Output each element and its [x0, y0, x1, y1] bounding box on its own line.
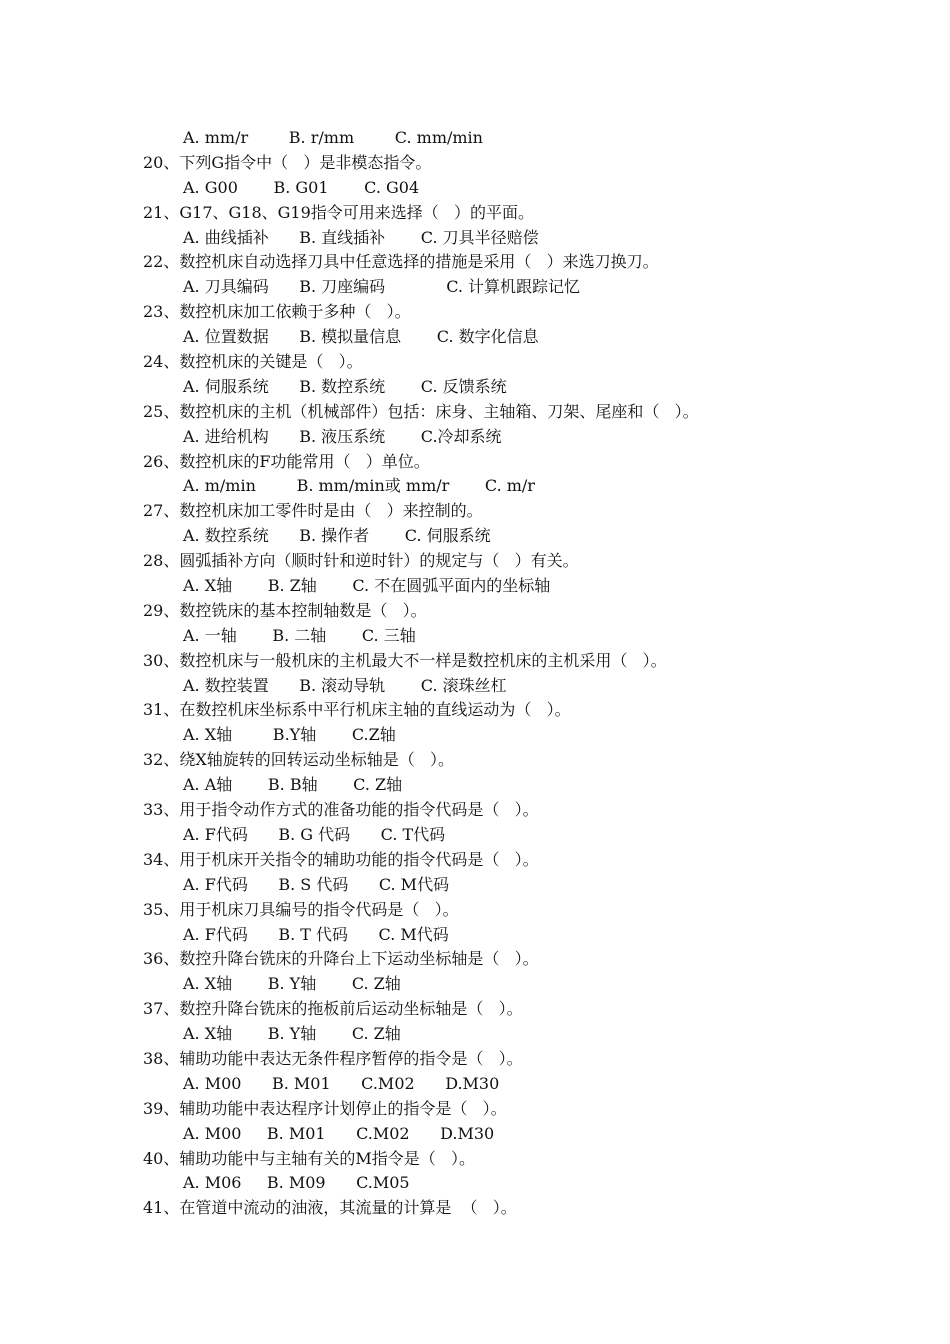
question-text: 39、辅助功能中表达程序计划停止的指令是（ ）。	[143, 1098, 507, 1118]
answer-options: A. 伺服系统 B. 数控系统 C. 反馈系统	[183, 376, 507, 396]
question-text: 27、数控机床加工零件时是由（ ）来控制的。	[143, 501, 483, 521]
answer-options: A. 位置数据 B. 模拟量信息 C. 数字化信息	[183, 327, 539, 347]
document-page	[0, 126, 950, 1221]
question-text: 25、数控机床的主机（机械部件）包括：床身、主轴箱、刀架、尾座和（ ）。	[143, 401, 699, 421]
question-text: 24、数控机床的关键是（ ）。	[143, 352, 363, 372]
question-text: 23、数控机床加工依赖于多种（ ）。	[143, 302, 411, 322]
question-text: 35、用于机床刀具编号的指令代码是（ ）。	[143, 899, 459, 919]
question-text: 37、数控升降台铣床的拖板前后运动坐标轴是（ ）。	[143, 999, 523, 1019]
answer-options: A. A轴 B. B轴 C. Z轴	[183, 775, 403, 795]
answer-options: A. 曲线插补 B. 直线插补 C. 刀具半径赔偿	[183, 227, 539, 247]
question-text: 41、在管道中流动的油液，其流量的计算是 （ ）。	[143, 1198, 517, 1218]
question-text: 26、数控机床的F功能常用（ ）单位。	[143, 451, 430, 471]
answer-options: A. M00 B. M01 C.M02 D.M30	[183, 1123, 495, 1143]
question-text: 28、圆弧插补方向（顺时针和逆时针）的规定与（ ）有关。	[143, 551, 579, 571]
answer-options: A. X轴 B. Y轴 C. Z轴	[183, 974, 401, 994]
answer-options: A. F代码 B. T 代码 C. M代码	[183, 924, 449, 944]
answer-options: A. X轴 B. Y轴 C. Z轴	[183, 1024, 401, 1044]
question-text: 30、数控机床与一般机床的主机最大不一样是数控机床的主机采用（ ）。	[143, 650, 667, 670]
answer-options: A. F代码 B. S 代码 C. M代码	[183, 874, 450, 894]
question-text: 33、用于指令动作方式的准备功能的指令代码是（ ）。	[143, 800, 539, 820]
answer-options: A. 数控系统 B. 操作者 C. 伺服系统	[183, 526, 491, 546]
question-text: 38、辅助功能中表达无条件程序暂停的指令是（ ）。	[143, 1048, 523, 1068]
answer-options: A. M00 B. M01 C.M02 D.M30	[183, 1073, 500, 1093]
answer-options: A. M06 B. M09 C.M05	[183, 1173, 410, 1193]
answer-options: A. X轴 B. Z轴 C. 不在圆弧平面内的坐标轴	[183, 576, 551, 596]
question-text: 36、数控升降台铣床的升降台上下运动坐标轴是（ ）。	[143, 949, 539, 969]
question-text: 34、用于机床开关指令的辅助功能的指令代码是（ ）。	[143, 849, 539, 869]
question-text: 21、G17、G18、G19指令可用来选择（ ）的平面。	[143, 202, 535, 222]
answer-options: A. G00 B. G01 C. G04	[183, 177, 420, 197]
answer-options: A. F代码 B. G 代码 C. T代码	[183, 824, 446, 844]
question-text: 20、下列G指令中（ ）是非模态指令。	[143, 152, 432, 172]
question-text: 32、绕X轴旋转的回转运动坐标轴是（ ）。	[143, 750, 455, 770]
question-text: 40、辅助功能中与主轴有关的M指令是（ ）。	[143, 1148, 476, 1168]
answer-options: A. 进给机构 B. 液压系统 C.冷却系统	[183, 426, 502, 446]
answer-options: A. mm/r B. r/mm C. mm/min	[183, 128, 483, 147]
question-text: 29、数控铣床的基本控制轴数是（ ）。	[143, 600, 427, 620]
question-text: 22、数控机床自动选择刀具中任意选择的措施是采用（ ）来选刀换刀。	[143, 252, 659, 272]
answer-options: A. 数控装置 B. 滚动导轨 C. 滚珠丝杠	[183, 675, 507, 695]
answer-options: A. 一轴 B. 二轴 C. 三轴	[183, 625, 416, 645]
answer-options: A. 刀具编码 B. 刀座编码 C. 计算机跟踪记忆	[183, 277, 581, 297]
question-text: 31、在数控机床坐标系中平行机床主轴的直线运动为（ ）。	[143, 700, 571, 720]
answer-options: A. X轴 B.Y轴 C.Z轴	[183, 725, 396, 745]
answer-options: A. m/min B. mm/min或 mm/r C. m/r	[183, 476, 535, 496]
